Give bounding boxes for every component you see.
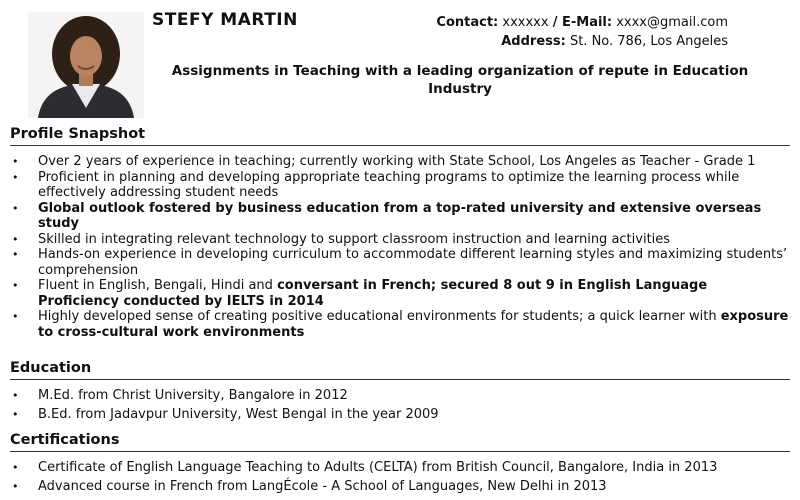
education-section <box>10 360 790 425</box>
list-item <box>10 247 790 278</box>
profile-snapshot-section <box>10 126 790 340</box>
section-title-profile: Profile Snapshot <box>10 126 790 146</box>
item-text: M.Ed. from Christ University, Bangalore in 2012 <box>38 388 348 403</box>
section-title-education: Education <box>10 360 790 380</box>
item-text: Hands-on experience in developing curriculum to accommodate different learning styles and maximizing students’ comprehension <box>38 247 788 278</box>
candidate-name: STEFY MARTIN <box>152 10 298 30</box>
address-label: Address: <box>501 34 566 49</box>
address-line <box>436 32 728 51</box>
email-value: xxxx@gmail.com <box>616 15 728 30</box>
list-item <box>10 388 790 404</box>
item-text: Advanced course in French from LangÉcole - A School of Languages, New Delhi in 2013 <box>38 478 607 494</box>
item-text: Fluent in English, Bengali, Hindi and <box>38 278 278 293</box>
list-item <box>10 278 790 309</box>
bullet-icon: • <box>12 279 19 292</box>
list-item <box>10 479 790 495</box>
bullet-icon: • <box>12 155 19 168</box>
item-text: B.Ed. from Jadavpur University, West Bengal in the year 2009 <box>38 406 439 422</box>
bullet-icon: • <box>12 232 19 246</box>
contact-block <box>436 13 728 51</box>
list-item <box>10 232 790 248</box>
list-item <box>10 201 790 232</box>
certifications-list <box>10 460 790 494</box>
list-item <box>10 460 790 476</box>
bullet-icon: • <box>12 201 19 215</box>
bullet-icon: • <box>12 310 19 323</box>
item-bold-text: exposure to cross-cultural work environments <box>38 309 789 340</box>
education-list <box>10 388 790 422</box>
email-label: / E-Mail: <box>552 15 613 30</box>
address-value: St. No. 786, Los Angeles <box>569 34 728 49</box>
contact-value: xxxxxx <box>502 15 549 30</box>
bullet-icon: • <box>12 479 19 493</box>
list-item <box>10 309 790 340</box>
list-item <box>10 407 790 423</box>
item-text: Highly developed sense of creating positive educational environments for students; a quick learner with <box>38 309 721 324</box>
list-item <box>10 170 790 201</box>
contact-label: Contact: <box>436 15 499 30</box>
bullet-icon: • <box>12 389 19 402</box>
item-bold-text: Global outlook fostered by business education from a top-rated university and extensive overseas study <box>38 200 762 231</box>
bullet-icon: • <box>12 170 19 184</box>
bullet-icon: • <box>12 407 19 421</box>
item-bold-text: conversant in French; secured 8 out 9 in English Language Proficiency conducted by IELTS in 2014 <box>38 278 708 309</box>
bullet-icon: • <box>12 461 19 474</box>
certifications-section <box>10 432 790 497</box>
career-headline: Assignments in Teaching with a leading organization of repute in Education Industry <box>171 63 749 97</box>
profile-photo <box>28 12 144 118</box>
list-item <box>10 154 790 170</box>
bullet-icon: • <box>12 248 19 261</box>
contact-line <box>436 13 728 32</box>
profile-list <box>10 154 790 340</box>
section-title-certifications: Certifications <box>10 432 790 452</box>
item-text: Certificate of English Language Teaching to Adults (CELTA) from British Council, Bangalore, India in 2013 <box>38 460 718 475</box>
item-text: Over 2 years of experience in teaching; currently working with State School, Los Angeles as Teacher - Grade 1 <box>38 154 756 169</box>
item-text: Skilled in integrating relevant technology to support classroom instruction and learning activities <box>38 231 671 247</box>
item-text: Proficient in planning and developing appropriate teaching programs to optimize the learning process while effectively addressing student needs <box>38 169 740 200</box>
